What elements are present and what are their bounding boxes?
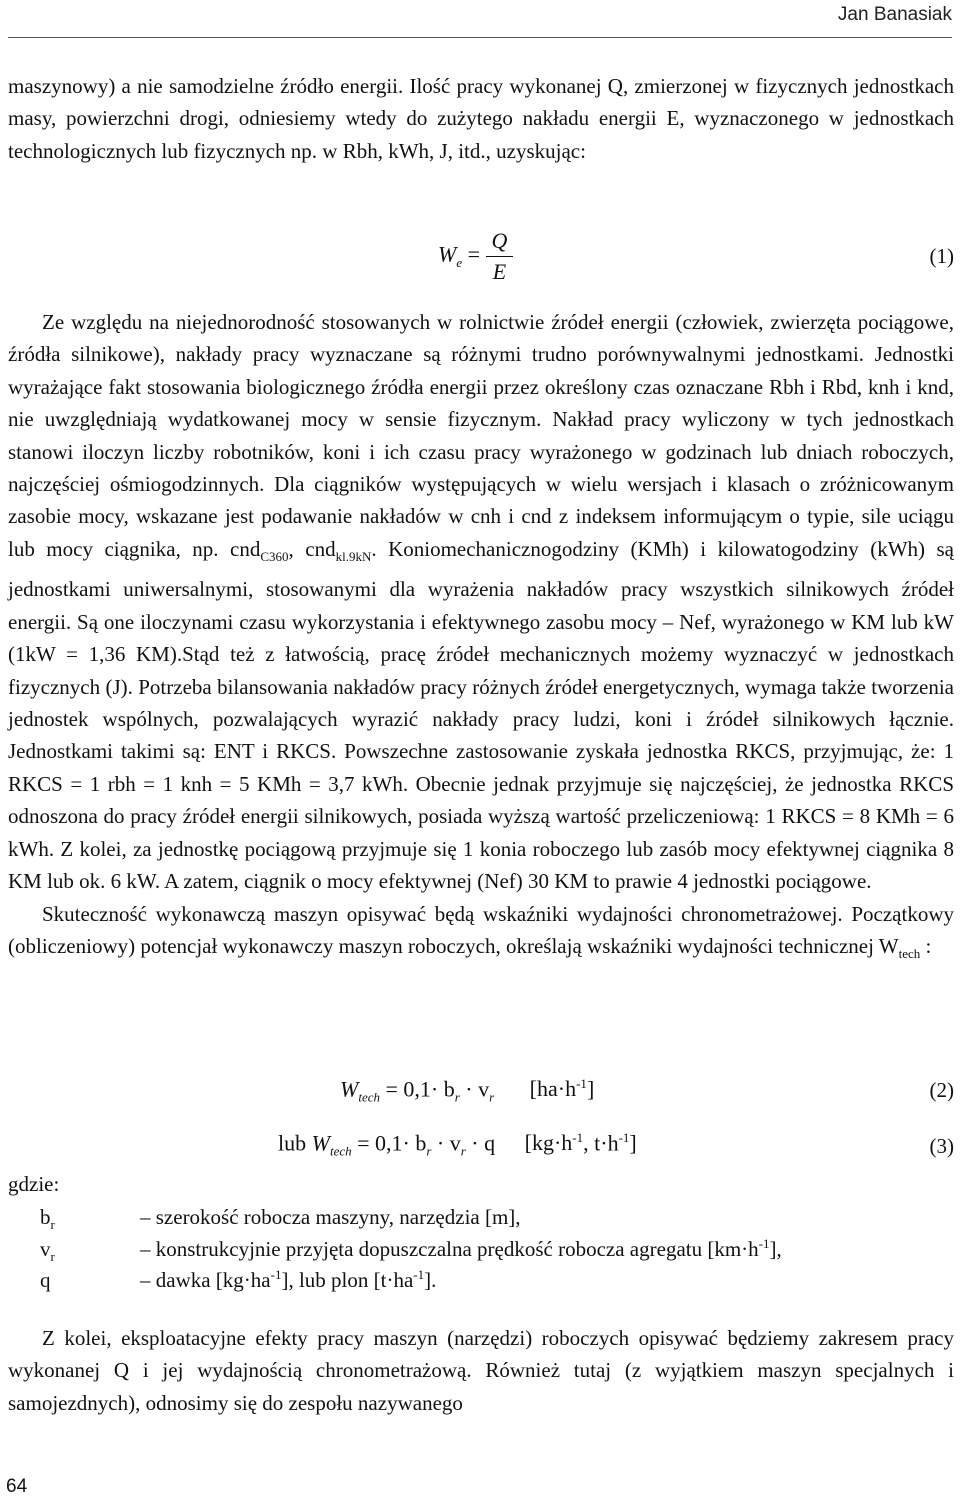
definition-q-text-end: ]. xyxy=(424,1268,437,1292)
eq3-unit-sup1: -1 xyxy=(572,1130,584,1145)
eq2-unit-close: ] xyxy=(586,1076,595,1102)
eq2-v-sub: r xyxy=(489,1089,495,1105)
eq3-lhs-sub: tech xyxy=(329,1143,352,1159)
eq2-unit: [ha·h xyxy=(529,1076,577,1102)
definition-vr-symbol xyxy=(40,1237,140,1265)
eq1-lhs: W xyxy=(438,241,457,267)
definition-vr-sup: -1 xyxy=(758,1236,770,1251)
eq3-rhs: = 0,1· b xyxy=(357,1130,427,1156)
definition-br-text: – szerokość robocza maszyny, narzędzia [m], xyxy=(140,1205,521,1229)
eq3-unit-close: ] xyxy=(629,1130,637,1156)
definition-br-symbol xyxy=(40,1205,140,1233)
header-divider xyxy=(8,37,952,38)
equation-3 xyxy=(278,1130,637,1160)
eq2-lhs: W xyxy=(340,1076,359,1102)
eq2-b-sub: r xyxy=(454,1089,460,1105)
eq3-number: (3) xyxy=(929,1134,954,1158)
eq2-v: · v xyxy=(459,1076,490,1102)
paragraph-2-sub-c360: C360 xyxy=(260,549,289,565)
eq3-v-sub: r xyxy=(460,1143,466,1159)
eq1-equals: = xyxy=(467,241,481,267)
definition-br-sym: b xyxy=(40,1205,51,1229)
eq1-numerator: Q xyxy=(486,226,514,257)
definition-q xyxy=(40,1267,960,1293)
equation-2 xyxy=(340,1076,594,1106)
definition-q-text: – dawka [kg·ha xyxy=(140,1268,271,1292)
definition-vr xyxy=(40,1236,960,1265)
paragraph-1 xyxy=(8,70,954,167)
definition-q-symbol xyxy=(40,1268,140,1293)
paragraph-4 xyxy=(8,1322,954,1419)
eq1-fraction xyxy=(486,226,514,287)
eq3-lhs: W xyxy=(311,1130,330,1156)
paragraph-4-text: Z kolei, eksploatacyjne efekty pracy maszyn (narzędzi) roboczych opisywać będziemy zakresem pracy wykonanej Q i jej wydajnością chronometrażową. Również tutaj (z wyjątkiem maszyn specjalnych i samojezdnych), odnosimy się do zespołu nazywanego xyxy=(8,1326,954,1415)
eq3-unit-mid: , t·h xyxy=(583,1130,619,1156)
definition-vr-text: – konstrukcyjnie przyjęta dopuszczalna prędkość robocza agregatu [km·h xyxy=(140,1237,759,1261)
definition-vr-sub: r xyxy=(50,1249,55,1265)
paragraph-3-tail: : xyxy=(920,933,932,958)
eq3-prefix: lub xyxy=(278,1130,307,1156)
page-number: 64 xyxy=(6,1476,28,1497)
definition-q-sym: q xyxy=(40,1268,51,1292)
eq3-v: · v xyxy=(431,1130,461,1156)
where-label: gdzie: xyxy=(8,1172,60,1196)
paragraph-2-part-b: , cnd xyxy=(288,536,336,561)
eq2-rhs: = 0,1· b xyxy=(385,1076,455,1102)
paragraph-2-sub-kl9kn: kl.9kN xyxy=(335,549,372,565)
eq2-lhs-sub: tech xyxy=(358,1089,380,1105)
paragraph-2-part-c: . Koniomechanicznogodziny (KMh) i kilowatogodziny (kWh) są jednostkami uniwersalnymi, stosowanymi dla wyrażenia nakładów pracy wszystkich silnikowych źródeł energii. Są one iloczynami czasu wykorzystania i efektywnego zasobu mocy – Nef, wyrażonego w KM lub kW (1kW = 1,36 KM).Stąd też z łatwością, pracę źródeł mechanicznych możemy wyznaczyć w jednostkach fizycznych (J). Potrzeba bilansowania nakładów pracy różnych źródeł energetycznych, wymaga także tworzenia jednostek wspólnych, pozwalających wyrazić nakłady pracy ludzi, koni i źródeł silnikowych łącznie. Jednostkami takimi są: ENT i RKCS. Powszechne zastosowanie zyskała jednostka RKCS, przyjmując, że: 1 RKCS = 1 rbh = 1 knh = 5 KMh = 3,7 kWh. Obecnie jednak przyjmuje się najczęściej, że jednostka RKCS odnoszona do pracy źródeł energii silnikowych, posiada wyższą wartość przeliczeniową: 1 RKCS = 8 KMh = 6 kWh. Z kolei, za jednostkę pociągową przyjmuje się 1 konia roboczego lub zasób mocy efektywnej ciągnika 8 KM lub ok. 6 kW. A zatem, ciągnik o mocy efektywnej (Nef) 30 KM to prawie 4 jednostki pociągowe. xyxy=(8,536,954,894)
definition-q-text-mid: ], lub plon [t·ha xyxy=(281,1268,414,1292)
definition-q-sup2: -1 xyxy=(413,1267,425,1282)
eq3-unit-sup2: -1 xyxy=(618,1130,630,1145)
definition-br xyxy=(40,1205,960,1233)
definition-q-sup: -1 xyxy=(270,1267,282,1282)
paragraph-2-text xyxy=(8,306,954,898)
paragraph-1-text: maszynowy) a nie samodzielne źródło energii. Ilość pracy wykonanej Q, zmierzonej w fizycznych jednostkach masy, powierzchni drogi, odniesiemy wtedy do zużytego nakładu energii E, wyznaczonego w jednostkach technologicznych lub fizycznych np. w Rbh, kWh, J, itd., uzyskując: xyxy=(8,74,954,163)
paragraph-2-part-a: Ze względu na niejednorodność stosowanych w rolnictwie źródeł energii (człowiek, zwierzęta pociągowe, źródła silnikowe), nakłady pracy wyznaczane są różnymi trudno porównywalnymi jednostkami. Jednostki wyrażające fakt stosowania biologicznego źródła energii przez określony czas oznaczane Rbh i Rbd, knh i knd, nie uwzględniają wydatkowanej mocy w sensie fizycznym. Nakład pracy wyliczony w tych jednostkach stanowi iloczyn liczby robotników, koni i ich czasu pracy wyrażonego w godzinach lub dniach roboczych, najczęściej ośmiogodzinnych. Dla ciągników występujących w wielu wersjach i klasach o zróżnicowanym zasobie mocy, wskazane jest podawanie nakładów w cnh i cnd z indeksem informującym o typie, sile uciągu lub mocy ciągnika, np. cnd xyxy=(8,310,954,561)
definition-vr-sym: v xyxy=(40,1237,51,1261)
paragraph-3-text xyxy=(8,898,954,971)
paragraph-2 xyxy=(8,306,954,971)
running-header-author: Jan Banasiak xyxy=(837,4,952,25)
eq3-q: · q xyxy=(465,1130,496,1156)
eq1-denominator: E xyxy=(492,259,507,284)
paragraph-3-main: Skuteczność wykonawczą maszyn opisywać będą wskaźniki wydajności chronometrażowej. Początkowy (obliczeniowy) potencjał wykonawczy maszyn roboczych, określają wskaźniki wydajności technicznej W xyxy=(8,901,954,958)
equation-1 xyxy=(438,226,513,287)
paragraph-3-sub-tech: tech xyxy=(898,946,921,962)
eq2-unit-sup: -1 xyxy=(576,1076,587,1091)
definition-br-sub: r xyxy=(50,1217,55,1233)
definition-vr-text-end: ], xyxy=(769,1237,782,1261)
eq2-number: (2) xyxy=(929,1078,954,1102)
eq1-lhs-sub: e xyxy=(456,254,463,270)
eq1-number: (1) xyxy=(929,244,954,268)
eq3-unit: [kg·h xyxy=(524,1130,573,1156)
eq3-b-sub: r xyxy=(426,1143,432,1159)
